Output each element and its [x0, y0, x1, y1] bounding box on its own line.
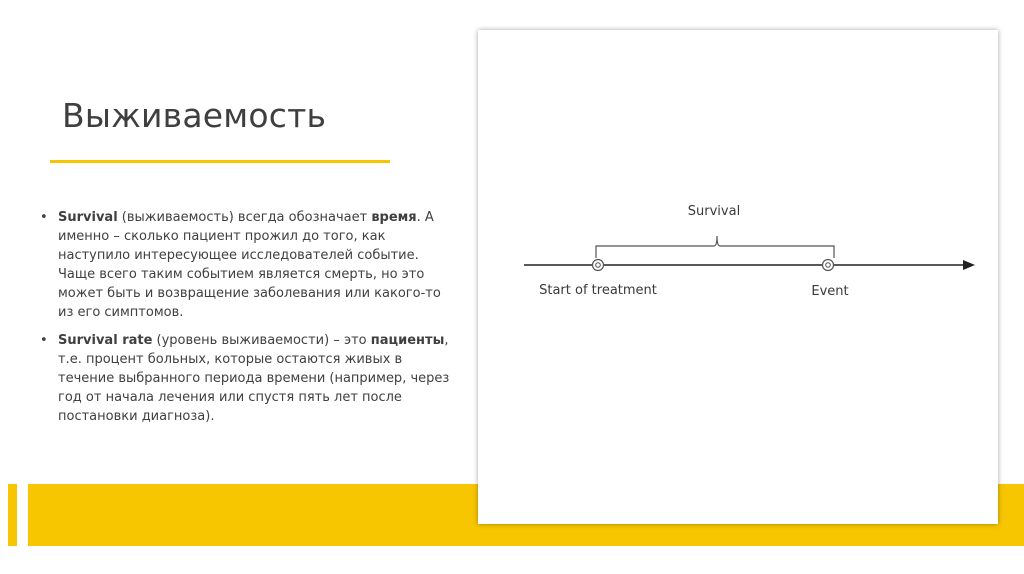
bullet-text: , т.е. процент больных, которые остаются живых в течение выбранного периода времени (например, через год от начала лечения или спустя пять лет после постановки диагноза).	[58, 333, 450, 424]
survival-timeline-diagram	[478, 30, 998, 524]
accent-tick	[8, 484, 17, 546]
event-label: Event	[811, 284, 849, 299]
bullet-text: (уровень выживаемости) – это	[152, 333, 371, 348]
title-underline	[50, 160, 390, 163]
timeline-arrowhead	[963, 260, 975, 270]
bullet-text: (выживаемость) всегда обозначает	[117, 210, 372, 225]
term-survival: Survival	[58, 210, 118, 225]
bullet-marker: •	[40, 210, 48, 225]
bullet-marker: •	[40, 333, 48, 348]
bullet-text: . А именно – сколько пациент прожил до того, как наступило интересующее исследователей событие. Чаще всего таким событием является смерть, но это может быть и возвращение заболевания или какого-то из его симптомов.	[58, 210, 441, 320]
page-title: Выживаемость	[62, 96, 327, 135]
start-marker	[593, 260, 604, 271]
bullet-item-survival-rate	[40, 331, 460, 426]
bullet-list	[40, 208, 460, 435]
term-survival-rate: Survival rate	[58, 333, 153, 348]
start-label: Start of treatment	[539, 283, 657, 298]
brace-label: Survival	[687, 204, 741, 219]
survival-brace	[596, 236, 834, 258]
diagram-card	[478, 30, 998, 524]
bullet-item-survival	[40, 208, 460, 322]
emphasis-time: время	[371, 210, 417, 225]
event-marker	[823, 260, 834, 271]
emphasis-patients: пациенты	[370, 333, 445, 348]
